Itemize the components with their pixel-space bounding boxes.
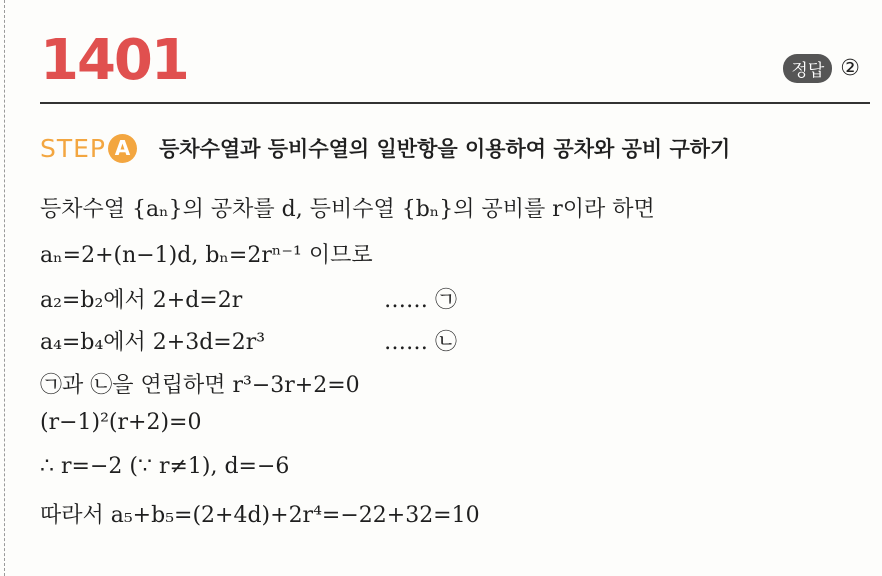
solution-line-5: ㉠과 ㉡을 연립하면 r³−3r+2=0 — [40, 373, 360, 398]
problem-number: 1401 — [40, 28, 188, 93]
solution-line-1: 등차수열 {aₙ}의 공차를 d, 등비수열 {bₙ}의 공비를 r이라 하면 — [40, 197, 655, 222]
equation-marker-1: …… ㉠ — [384, 288, 457, 313]
solution-line-7: ∴ r=−2 (∵ r≠1), d=−6 — [40, 454, 290, 479]
answer-badge: 정답 — [783, 54, 832, 83]
solution-line-8: 따라서 a₅+b₅=(2+4d)+2r⁴=−22+32=10 — [40, 503, 480, 528]
equation-marker-2: …… ㉡ — [384, 330, 457, 355]
step-heading — [40, 133, 730, 163]
solution-line-6: (r−1)²(r+2)=0 — [40, 410, 202, 435]
step-letter-badge: A — [108, 134, 137, 163]
step-title: 등차수열과 등비수열의 일반항을 이용하여 공차와 공비 구하기 — [159, 137, 731, 161]
header-rule — [40, 102, 870, 104]
answer-box — [783, 54, 860, 83]
solution-line-4: a₄=b₄에서 2+3d=2r³ — [40, 330, 266, 355]
page-edge-divider — [4, 0, 5, 576]
solution-line-3: a₂=b₂에서 2+d=2r — [40, 288, 243, 313]
solution-line-2: aₙ=2+(n−1)d, bₙ=2rⁿ⁻¹ 이므로 — [40, 243, 373, 268]
answer-value: ② — [840, 56, 860, 81]
step-label: STEP — [40, 133, 107, 163]
